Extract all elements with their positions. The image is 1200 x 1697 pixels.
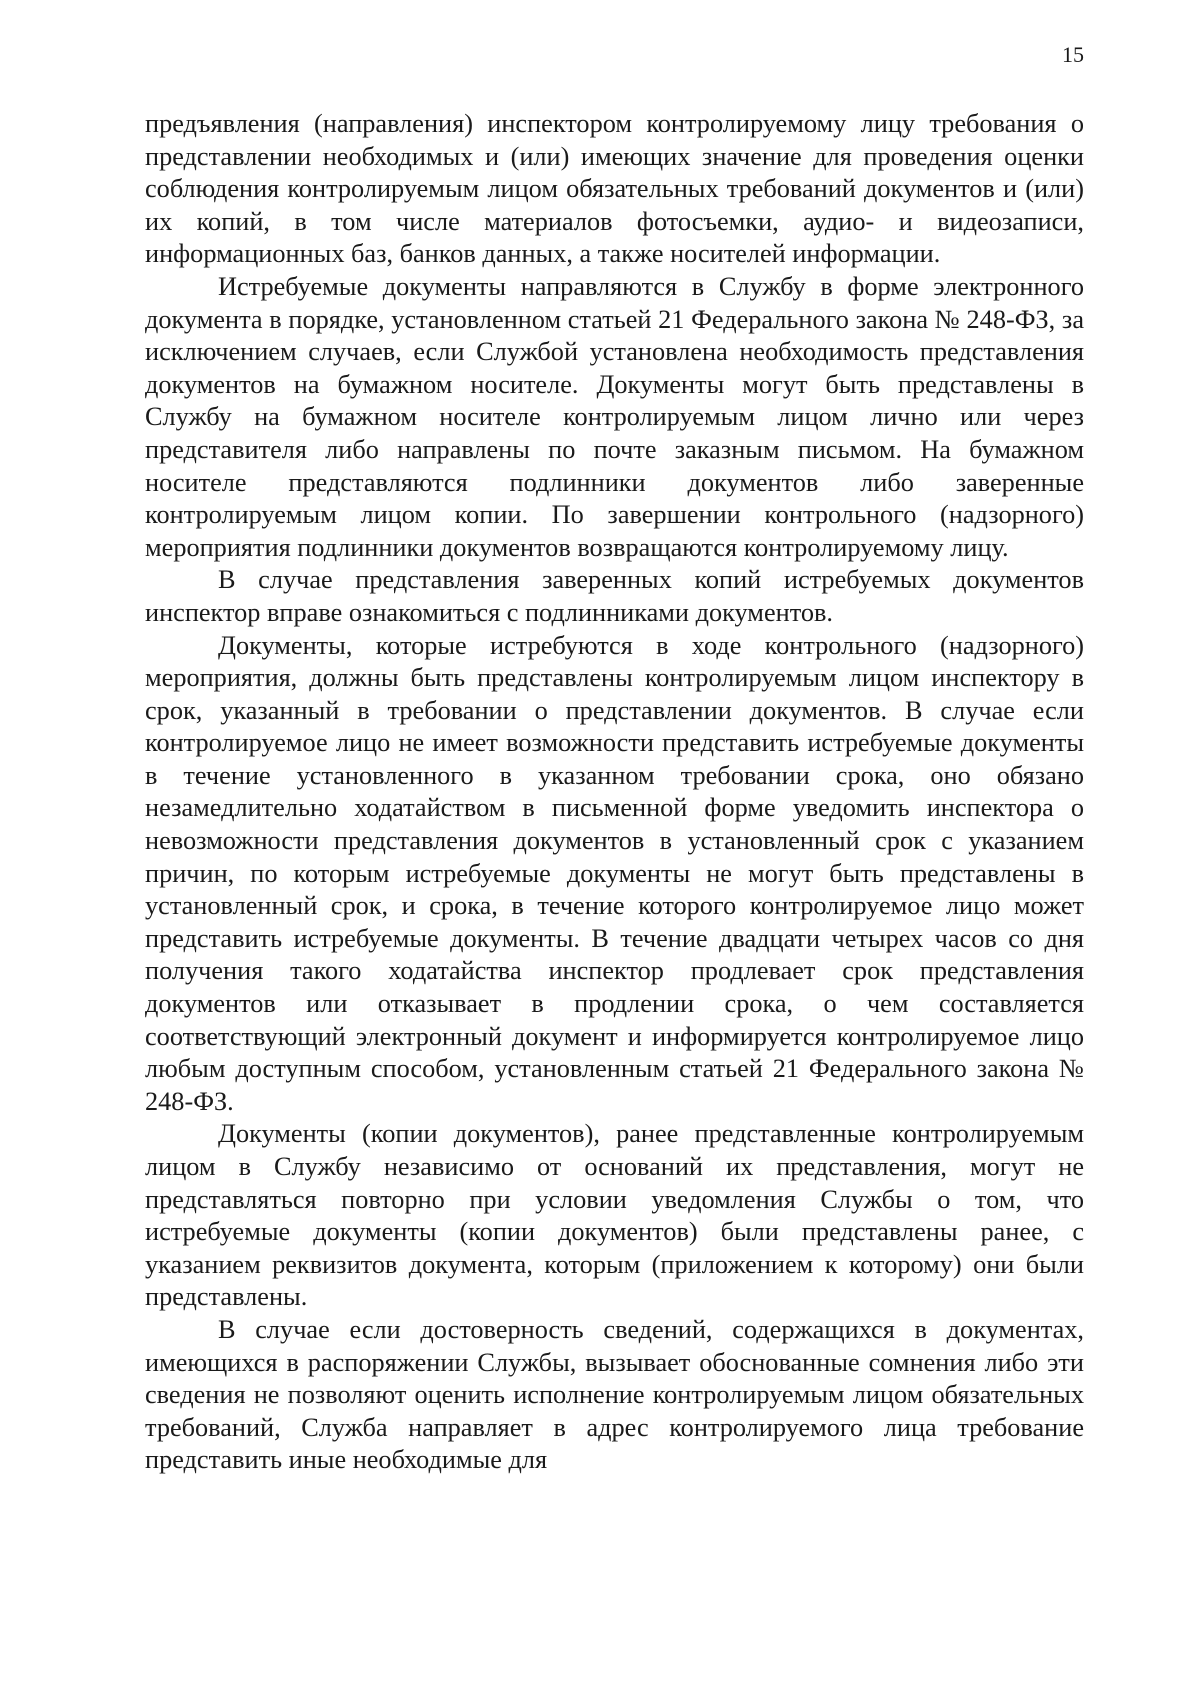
- document-body: [145, 108, 1084, 1477]
- paragraph: Документы, которые истребуются в ходе контрольного (надзорного) мероприятия, должны быть представлены контролируемым лицом инспектору в срок, указанный в требовании о представлении документов. В случае если контролируемое лицо не имеет возможности представить истребуемые документы в течение установленного в указанном требовании срока, оно обязано незамедлительно ходатайством в письменной форме уведомить инспектора о невозможности представления документов в установленный срок с указанием причин, по которым истребуемые документы не могут быть представлены в установленный срок, и срока, в течение которого контролируемое лицо может представить истребуемые документы. В течение двадцати четырех часов со дня получения такого ходатайства инспектор продлевает срок представления документов или отказывает в продлении срока, о чем составляется соответствующий электронный документ и информируется контролируемое лицо любым доступным способом, установленным статьей 21 Федерального закона № 248-ФЗ.: [145, 630, 1084, 1116]
- paragraph: Документы (копии документов), ранее представленные контролируемым лицом в Службу независимо от оснований их представления, могут не представляться повторно при условии уведомления Службы о том, что истребуемые документы (копии документов) были представлены ранее, с указанием реквизитов документа, которым (приложением к которому) они были представлены.: [145, 1119, 1084, 1312]
- paragraph: В случае если достоверность сведений, содержащихся в документах, имеющихся в распоряжении Службы, вызывает обоснованные сомнения либо эти сведения не позволяют оценить исполнение контролируемым лицом обязательных требований, Служба направляет в адрес контролируемого лица требование представить иные необходимые для: [145, 1314, 1084, 1475]
- paragraph: Истребуемые документы направляются в Службу в форме электронного документа в порядке, установленном статьей 21 Федерального закона № 248-ФЗ, за исключением случаев, если Службой установлена необходимость представления документов на бумажном носителе. Документы могут быть представлены в Службу на бумажном носителе контролируемым лицом лично или через представителя либо направлены по почте заказным письмом. На бумажном носителе представляются подлинники документов либо заверенные контролируемым лицом копии. По завершении контрольного (надзорного) мероприятия подлинники документов возвращаются контролируемому лицу.: [145, 271, 1084, 562]
- paragraph-continuation: предъявления (направления) инспектором контролируемому лицу требования о представлении необходимых и (или) имеющих значение для проведения оценки соблюдения контролируемым лицом обязательных требований документов и (или) их копий, в том числе материалов фотосъемки, аудио- и видеозаписи, информационных баз, банков данных, а также носителей информации.: [145, 109, 1084, 269]
- paragraph: В случае представления заверенных копий истребуемых документов инспектор вправе ознакомиться с подлинниками документов.: [145, 565, 1084, 627]
- page-number: 15: [1062, 42, 1084, 67]
